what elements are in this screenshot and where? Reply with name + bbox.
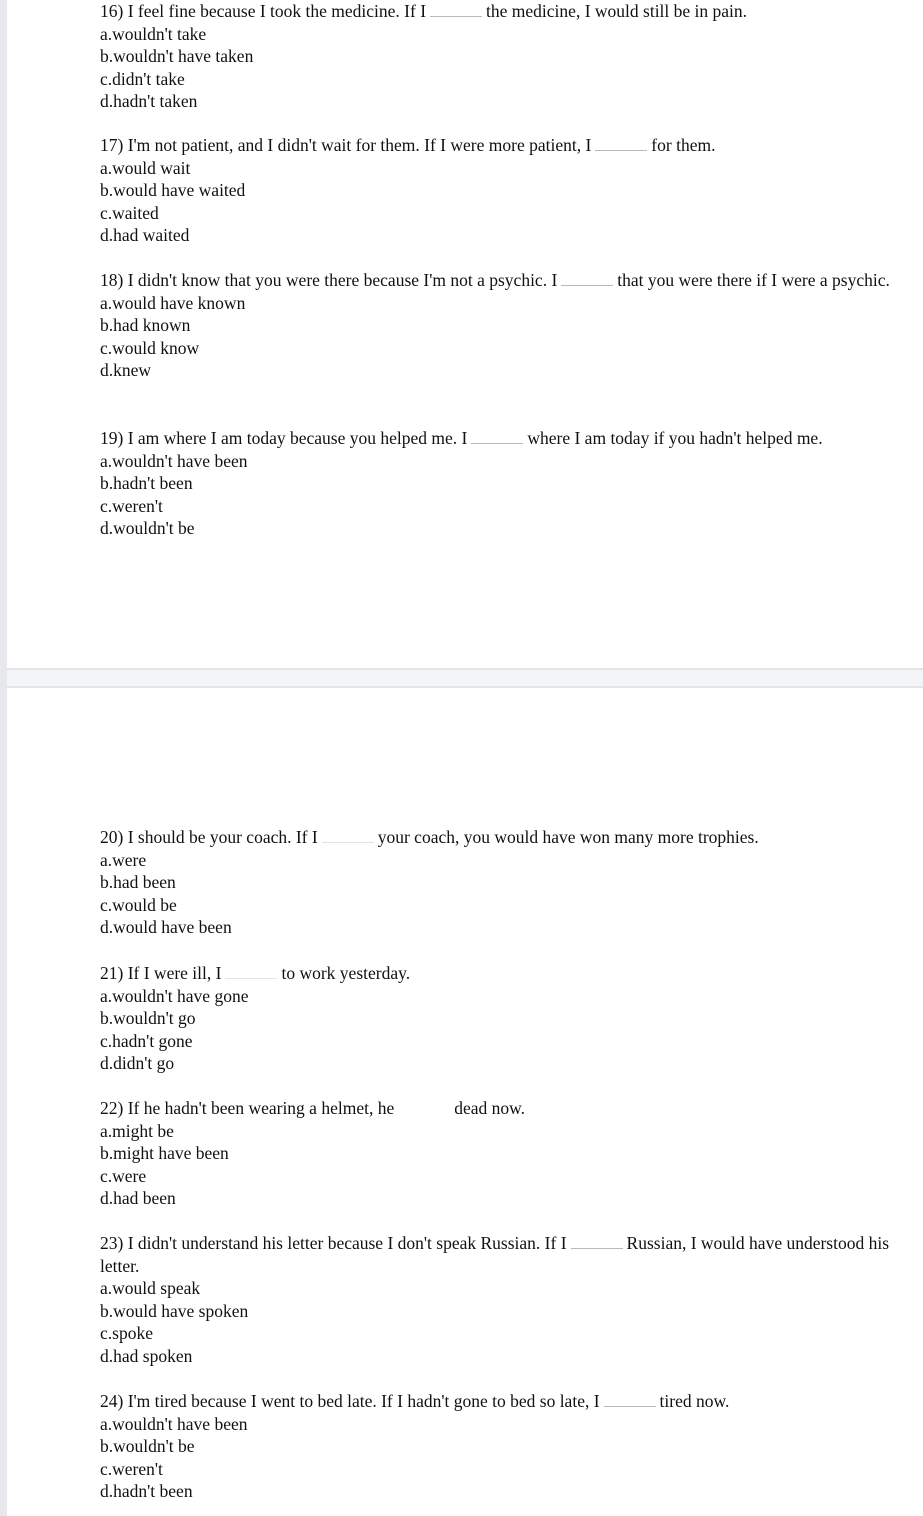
question-16	[100, 0, 890, 113]
stem-after: to work yesterday.	[281, 963, 411, 983]
page-break-top-line	[7, 668, 923, 670]
answer-blank	[471, 429, 523, 444]
question-23	[100, 1232, 890, 1367]
stem-before: I didn't know that you were there because I'm not a psychic. I	[127, 270, 558, 290]
answer-blank	[322, 828, 374, 843]
option-b: b.wouldn't be	[100, 1436, 195, 1456]
question-20	[100, 826, 890, 939]
stem-after: tired now.	[659, 1391, 730, 1411]
question-number: 24)	[100, 1391, 124, 1411]
stem-before: I'm not patient, and I didn't wait for them. If I were more patient, I	[127, 135, 592, 155]
answer-blank	[430, 2, 482, 17]
option-d: d.had been	[100, 1188, 176, 1208]
option-a: a.wouldn't have been	[100, 1413, 248, 1434]
page-break	[7, 668, 923, 688]
option-d: d.had waited	[100, 225, 190, 245]
stem-before: I feel fine because I took the medicine. If I	[127, 1, 427, 21]
question-stem	[100, 134, 890, 157]
question-stem	[100, 0, 890, 23]
option-d: d.had spoken	[100, 1345, 193, 1366]
option-a: a.were	[100, 849, 147, 870]
option-d: d.wouldn't be	[100, 518, 195, 538]
question-number: 18)	[100, 270, 124, 290]
option-a: a.might be	[100, 1120, 174, 1141]
stem-before: If he hadn't been wearing a helmet, he	[127, 1098, 395, 1118]
question-number: 19)	[100, 428, 124, 448]
option-d: d.hadn't been	[100, 1481, 193, 1501]
option-a: a.would wait	[100, 157, 191, 178]
answer-blank	[225, 964, 277, 979]
question-stem	[100, 1232, 890, 1277]
question-stem	[100, 1390, 890, 1413]
option-a: a.would speak	[100, 1278, 201, 1298]
question-21	[100, 962, 890, 1075]
option-a: a.wouldn't take	[100, 23, 207, 44]
question-stem	[100, 269, 890, 292]
option-c: c.would be	[100, 894, 177, 915]
stem-after: where I am today if you hadn't helped me.	[527, 428, 823, 448]
question-22	[100, 1097, 890, 1210]
answer-blank	[561, 271, 613, 286]
option-a: a.would have known	[100, 292, 246, 313]
question-stem	[100, 1097, 890, 1120]
option-d: d.would have been	[100, 917, 232, 937]
question-18	[100, 269, 890, 382]
question-number: 16)	[100, 1, 124, 21]
question-stem	[100, 427, 890, 450]
question-stem	[100, 826, 890, 849]
option-d: d.hadn't taken	[100, 91, 198, 111]
option-d: d.didn't go	[100, 1053, 175, 1073]
option-b: b.hadn't been	[100, 473, 193, 493]
option-c: c.waited	[100, 202, 159, 223]
option-c: c.didn't take	[100, 68, 185, 89]
question-number: 21)	[100, 963, 124, 983]
option-b: b.might have been	[100, 1143, 229, 1163]
option-d: d.knew	[100, 360, 152, 380]
question-number: 22)	[100, 1098, 124, 1118]
answer-blank	[571, 1234, 623, 1249]
option-b: b.would have waited	[100, 180, 246, 200]
option-a: a.wouldn't have been	[100, 450, 248, 471]
option-b: b.would have spoken	[100, 1300, 249, 1321]
option-c: c.weren't	[100, 495, 163, 516]
stem-after: your coach, you would have won many more trophies.	[377, 827, 759, 847]
stem-before: I didn't understand his letter because I don't speak Russian. If I	[127, 1233, 567, 1253]
question-19	[100, 427, 890, 540]
stem-after: Russian, I would have understood his letter.	[100, 1233, 890, 1276]
stem-after: that you were there if I were a psychic.	[617, 270, 890, 290]
option-c: c.were	[100, 1165, 147, 1186]
question-17	[100, 134, 890, 247]
stem-before: I'm tired because I went to bed late. If I hadn't gone to bed so late, I	[127, 1391, 600, 1411]
answer-blank	[398, 1099, 450, 1114]
question-number: 20)	[100, 827, 124, 847]
question-24	[100, 1390, 890, 1503]
stem-after: dead now.	[454, 1098, 526, 1118]
page-break-bottom-line	[7, 686, 923, 688]
option-b: b.wouldn't go	[100, 1008, 196, 1028]
option-c: c.weren't	[100, 1458, 163, 1479]
option-a: a.wouldn't have gone	[100, 985, 249, 1006]
option-c: c.would know	[100, 337, 200, 358]
stem-before: I am where I am today because you helped me. I	[127, 428, 468, 448]
stem-after: for them.	[651, 135, 716, 155]
question-number: 23)	[100, 1233, 124, 1253]
page-left-edge	[0, 0, 7, 1516]
option-b: b.had been	[100, 872, 176, 892]
answer-blank	[595, 136, 647, 151]
question-number: 17)	[100, 135, 124, 155]
option-c: c.hadn't gone	[100, 1030, 193, 1051]
answer-blank	[604, 1392, 656, 1407]
option-b: b.wouldn't have taken	[100, 46, 254, 66]
option-b: b.had known	[100, 315, 191, 335]
question-stem	[100, 962, 890, 985]
stem-after: the medicine, I would still be in pain.	[486, 1, 748, 21]
stem-before: I should be your coach. If I	[127, 827, 318, 847]
option-c: c.spoke	[100, 1323, 153, 1343]
stem-before: If I were ill, I	[127, 963, 222, 983]
